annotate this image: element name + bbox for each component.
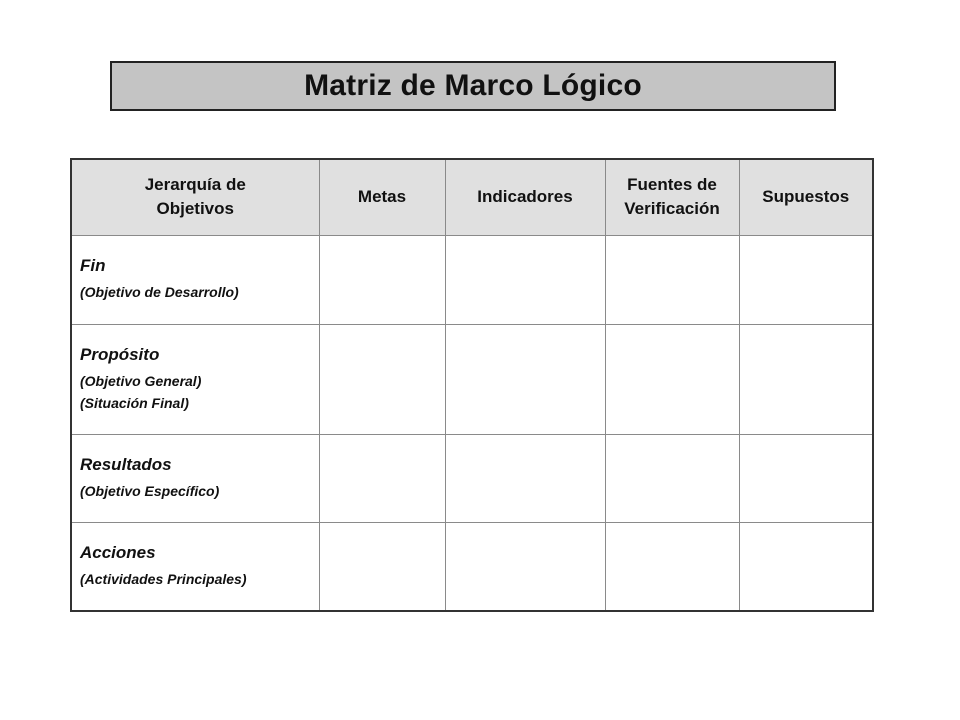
- table-row: [71, 434, 873, 522]
- header-row: [71, 159, 873, 235]
- cell-metas: [319, 324, 445, 434]
- cell-metas: [319, 434, 445, 522]
- row-subtitle: (Actividades Principales): [80, 570, 247, 587]
- row-title: Propósito: [80, 344, 160, 364]
- cell-metas: [319, 235, 445, 324]
- row-subtitle: (Objetivo de Desarrollo): [80, 283, 239, 300]
- row-subtitle: (Objetivo Específico): [80, 482, 220, 499]
- header-assumptions: Supuestos: [739, 159, 873, 235]
- row-title: Acciones: [80, 542, 156, 562]
- row-title: Fin: [80, 255, 106, 275]
- hierarchy-cell-acciones: [71, 522, 319, 611]
- header-indicators: Indicadores: [445, 159, 605, 235]
- header-hierarchy-line-1: Jerarquía de: [144, 175, 246, 195]
- hierarchy-cell-fin: [71, 235, 319, 324]
- table-row: [71, 235, 873, 324]
- cell-fuentes: [605, 324, 739, 434]
- hierarchy-cell-proposito: [71, 324, 319, 434]
- header-verification-line-1: Fuentes de: [627, 175, 717, 195]
- cell-supuestos: [739, 324, 873, 434]
- header-hierarchy: [71, 159, 319, 235]
- cell-indicadores: [445, 235, 605, 324]
- title-banner: [110, 61, 836, 111]
- cell-fuentes: [605, 235, 739, 324]
- row-subtitle: (Situación Final): [80, 394, 189, 411]
- table-row: [71, 522, 873, 611]
- cell-supuestos: [739, 434, 873, 522]
- cell-fuentes: [605, 522, 739, 611]
- hierarchy-cell-resultados: [71, 434, 319, 522]
- cell-indicadores: [445, 324, 605, 434]
- table-row: [71, 324, 873, 434]
- page-title: Matriz de Marco Lógico: [304, 69, 642, 102]
- cell-supuestos: [739, 235, 873, 324]
- row-title: Resultados: [80, 454, 172, 474]
- cell-indicadores: [445, 434, 605, 522]
- header-verification-sources: [605, 159, 739, 235]
- header-hierarchy-line-2: Objetivos: [156, 199, 234, 219]
- cell-fuentes: [605, 434, 739, 522]
- header-goals: Metas: [319, 159, 445, 235]
- row-subtitle: (Objetivo General): [80, 372, 202, 389]
- cell-supuestos: [739, 522, 873, 611]
- cell-metas: [319, 522, 445, 611]
- header-verification-line-2: Verificación: [624, 199, 720, 219]
- logical-framework-matrix: [70, 158, 874, 612]
- cell-indicadores: [445, 522, 605, 611]
